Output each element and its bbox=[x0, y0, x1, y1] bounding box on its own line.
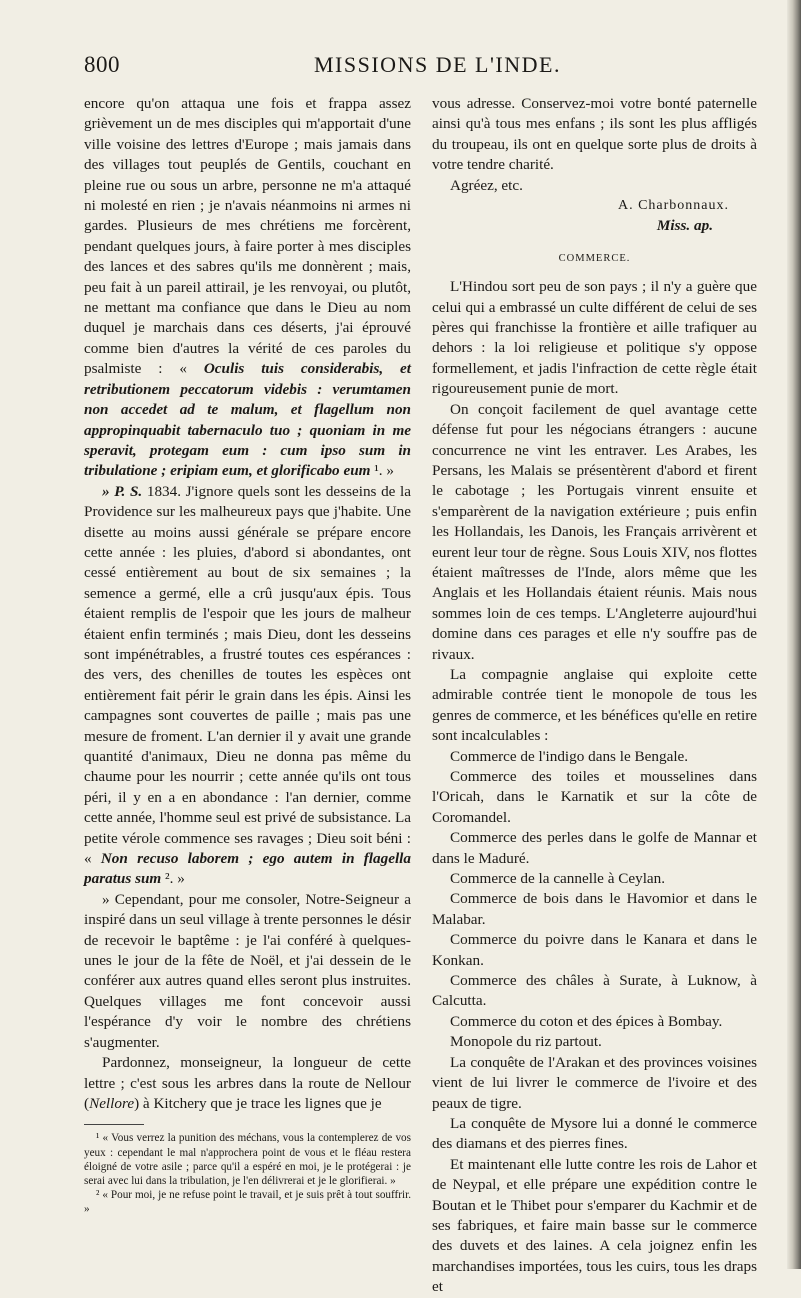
left-column bbox=[84, 94, 411, 1217]
commerce-paragraph: L'Hindou sort peu de son pays ; il n'y a guère que celui qui a embrassé un culte différent de celui de ses pères qui franchisse la frontière et aille trafiquer au dehors : la loi religieuse et politique s'y oppose formellement, et jadis l'infraction de cette règle était rigoureusement punie de mort. bbox=[432, 278, 757, 398]
signature-role: Miss. ap. bbox=[656, 217, 713, 235]
commerce-list-item: Commerce de la cannelle à Ceylan. bbox=[450, 870, 666, 888]
signature-name: A. Charbonnaux. bbox=[617, 198, 729, 214]
paragraph-closing: Pardonnez, monseigneur, la longueur de cette lettre ; c'est sous les arbres dans la route de Nellour (Nellore) à Kitchery que je trace les lignes que je bbox=[84, 1054, 411, 1112]
paragraph-letter-body: encore qu'on attaqua une fois et frappa assez grièvement un de mes disciples qui m'apportait d'une ville voisine des lettres d'Europe ; mais jamais dans des villages tout peuplés de Gentils, couchant en pleine rue ou sous un arbre, personne ne m'a attaqué ni molesté en rien ; je n'avais néanmoins ni armes ni gardes. Plusieurs de mes chrétiens me forcèrent, pendant quelques jours, à faire porter à mes disciples des lances et des sabres qu'ils me donnèrent ; mais, peu fait à un pareil attirail, je les renvoyai, ou plutôt, ne mettant ma confiance que dans le Dieu au nom duquel je marchais dans ces déserts, j'ai éprouvé comme bien d'autres la vérité de ces paroles du psalmiste : « Oculis tuis considerabis, et retributionem peccatorum videbis : verumtamen non accedet ad te malum, et flagellum non appropinquabit tabernaculo tuo ; quoniam in me speravit, protegam eum : cum ipso sum in tribulatione ; eripiam eum, et glorificabo eum ¹. » bbox=[84, 95, 411, 480]
latin-quote: Oculis tuis considerabis, et retributionem peccatorum videbis : verumtamen non accedet ad te malum, et flagellum non appropinquabit tabernaculo tuo ; quoniam in me speravit, protegam eum : cum ipso sum in tribulatione ; eripiam eum, et glorificabo eum bbox=[84, 360, 411, 480]
paragraph-postscript: » P. S. 1834. J'ignore quels sont les desseins de la Providence sur les malheureux pays que j'habite. Une disette au moins aussi générale se prépare encore cette année : les pluies, d'abord si abondantes, ont cessé entièrement au bout de six semaines ; la semence a germé, elle a crû jusqu'aux épis. Tous étaient remplis de l'espoir que les jours de malheur étaient enfin terminés ; mais Dieu, dont les desseins sont impénétrables, a frustré toutes ces espérances : des vers, des chenilles de toutes les espèces ont entièrement fait périr le grain dans les épis. Ainsi les campagnes sont couvertes de paille ; mais pas une mesure de froment. L'an dernier il y avait une grande quantité d'animaux, Dieu ne donna pas même du chaume pour les nourrir ; cette année qu'ils ont tous péri, il y en a en abondance : l'an dernier, comme cette année, l'homme seul est privé de subsistance. La petite vérole commence ses ravages ; Dieu soit béni : « Non recuso laborem ; ego autem in flagella paratus sum ². » bbox=[84, 482, 412, 888]
footnote-rule bbox=[84, 1124, 144, 1125]
commerce-list-item: Commerce des châles à Surate, à Luknow, à Calcutta. bbox=[432, 972, 757, 1010]
commerce-list-item: Monopole du riz partout. bbox=[450, 1033, 602, 1051]
commerce-paragraph: La conquête de Mysore lui a donné le commerce des diamans et des pierres fines. bbox=[432, 1114, 757, 1153]
postscript-label: » P. S. bbox=[102, 482, 143, 500]
footnotes bbox=[84, 1131, 411, 1216]
page-edge-shadow bbox=[787, 0, 801, 1269]
section-heading: COMMERCE. bbox=[558, 252, 631, 264]
commerce-list-item: Commerce de bois dans le Havomior et dans le Malabar. bbox=[432, 890, 757, 928]
closing-formula: Agréez, etc. bbox=[450, 176, 523, 194]
commerce-paragraph: La compagnie anglaise qui exploite cette admirable contrée tient le monopole de tous les genres de commerce, et les bénéfices qu'elle en retire sont incalculables : bbox=[432, 665, 757, 745]
commerce-paragraph: Et maintenant elle lutte contre les rois de Lahor et de Neypal, et elle prépare une expédition contre le Boutan et le Thibet pour s'emparer du Kachmir et de ses fabriques, et faire main basse sur le commerce des duvets et des laines. A cela joignez enfin les marchandises importées, tous les cuirs, tous les draps et bbox=[432, 1155, 757, 1296]
page-number: 800 bbox=[84, 52, 120, 77]
commerce-list-item: Commerce des perles dans le golfe de Mannar et dans le Maduré. bbox=[432, 829, 757, 867]
commerce-list-item: Commerce de l'indigo dans le Bengale. bbox=[450, 747, 689, 765]
commerce-paragraph: On conçoit facilement de quel avantage cette défense fut pour les négocians étrangers : aucune concurrence ne vint les entraver. Les Arabes, les Persans, les Malais se présentèrent d'abord et firent le cabotage ; les Portugais vinrent ensuite et s'emparèrent de la navigation extérieure ; puis enfin les Hollandais, les Danois, les Français arrivèrent et eurent leur tour de règne. Sous Louis XIV, nos flottes étaient maîtresses de l'Inde, alors même que les Anglais et les Hollandais étaient réunis. Mais nous sommes loin de ces temps. L'Angleterre aujourd'hui domine dans ces parages et elle n'y souffre pas de rivaux. bbox=[432, 400, 757, 663]
commerce-list-item: Commerce des toiles et mousselines dans l'Oricah, dans le Karnatik et sur la côte de Coromandel. bbox=[432, 768, 757, 826]
latin-quote: Non recuso laborem ; ego autem in flagella paratus sum bbox=[84, 850, 411, 888]
right-column bbox=[432, 94, 757, 1298]
commerce-paragraph: La conquête de l'Arakan et des provinces voisines vient de lui livrer le commerce de l'ivoire et des peaux de tigre. bbox=[432, 1053, 757, 1112]
footnote-1: ¹ « Vous verrez la punition des méchans, vous la contemplerez de vos yeux : cependant le mal n'approchera point de vous et le fléau restera éloigné de votre asile ; parce qu'il a espéré en moi, je le protégerai : je serai avec lui dans la tribulation, je l'en délivrerai et je le glorifierai. » bbox=[84, 1132, 411, 1187]
paragraph-consolation: » Cependant, pour me consoler, Notre-Seigneur a inspiré dans un seul village à trente personnes le désir de recevoir le baptême : je l'ai conféré à quelques-unes le jour de la fête de Noël, et j'ai dessein de le conférer aux autres quand elles seront plus instruites. Quelques villages me font concevoir aussi l'espérance d'y voir le nombre des chrétiens s'augmenter. bbox=[84, 890, 411, 1051]
running-title: MISSIONS DE L'INDE. bbox=[314, 52, 561, 77]
commerce-list-item: Commerce du poivre dans le Kanara et dans le Konkan. bbox=[432, 931, 757, 969]
paragraph-letter-end: vous adresse. Conservez-moi votre bonté paternelle ainsi qu'à tous mes enfans ; ils sont les plus affligés du troupeau, ils ont en quelque sorte plus de droits à votre tendre charité. bbox=[432, 95, 757, 174]
commerce-list-item: Commerce du coton et des épices à Bombay. bbox=[450, 1012, 723, 1030]
running-header bbox=[0, 52, 801, 82]
footnote-2: ² « Pour moi, je ne refuse point le travail, et je suis prêt à tout souffrir. » bbox=[84, 1189, 411, 1216]
